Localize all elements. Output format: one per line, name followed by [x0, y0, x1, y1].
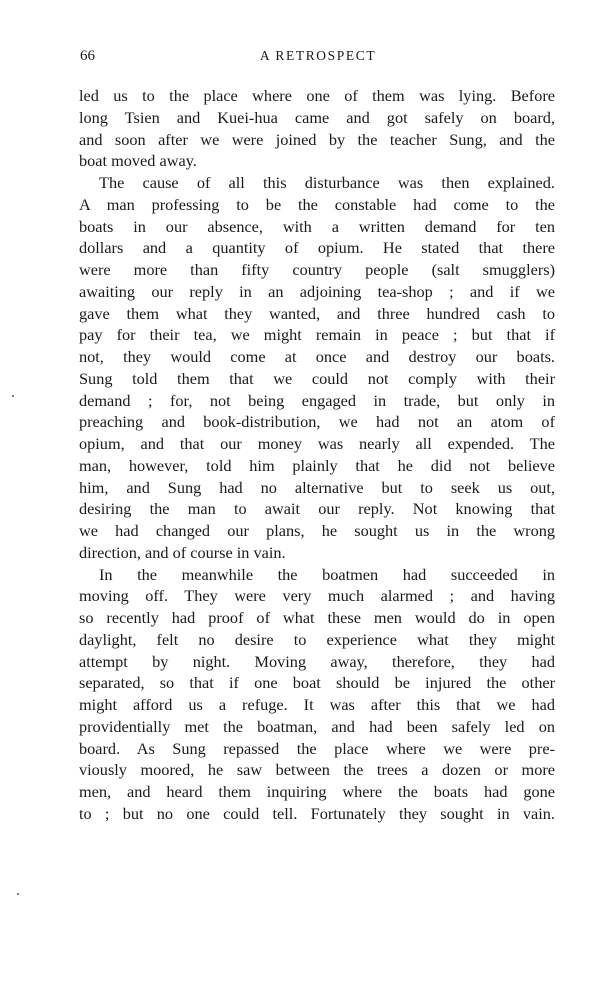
text-line: gave them what they wanted, and three hundred cash to: [79, 303, 555, 323]
scan-speck: [17, 893, 19, 895]
text-line: we had changed our plans, he sought us in the wrong: [79, 521, 555, 540]
text-line: him, and Sung had no alternative but to seek us out,: [79, 477, 555, 497]
text-line: men, and heard them inquiring where the boats had gone: [79, 782, 555, 801]
text-line: long Tsien and Kuei-hua came and got safely on board,: [79, 107, 555, 127]
text-line: demand ; for, not being engaged in trade, but only in: [79, 390, 555, 410]
text-line: might afford us a refuge. It was after this that we had: [79, 695, 555, 714]
text-line: providentially met the boatman, and had been safely led on: [79, 716, 555, 736]
text-line: led us to the place where one of them was lying. Before: [79, 86, 555, 105]
text-line: pay for their tea, we might remain in peace ; but that if: [79, 325, 555, 345]
text-line: preaching and book-distribution, we had not an atom of: [79, 412, 555, 432]
scan-speck: [12, 395, 14, 397]
running-head-title: A RETROSPECT: [259, 48, 377, 63]
running-head: [80, 48, 556, 72]
text-line: A man professing to be the constable had come to the: [79, 194, 555, 214]
text-line: direction, and of course in vain.: [79, 542, 286, 562]
text-line: boat moved away.: [79, 151, 197, 171]
text-line: Sung told them that we could not comply with their: [79, 368, 555, 388]
text-line: opium, and that our money was nearly all expended. The: [79, 434, 555, 453]
text-line: awaiting our reply in an adjoining tea-shop ; and if we: [79, 281, 555, 301]
text-line: dollars and a quantity of opium. He stated that there: [79, 238, 555, 258]
text-line: daylight, felt no desire to experience what they might: [79, 629, 555, 649]
paragraph-first-line: The cause of all this disturbance was then explained.: [99, 173, 555, 192]
text-line: man, however, told him plainly that he did not believe: [79, 455, 555, 475]
text-line: moving off. They were very much alarmed ; and having: [79, 586, 555, 606]
text-line: desiring the man to await our reply. Not knowing that: [79, 499, 555, 519]
text-line: so recently had proof of what these men would do in open: [79, 608, 555, 627]
text-line: separated, so that if one boat should be injured the other: [79, 673, 555, 693]
text-line: to ; but no one could tell. Fortunately they sought in vain.: [79, 803, 555, 823]
text-line: and soon after we were joined by the teacher Sung, and the: [79, 129, 555, 149]
text-line: boats in our absence, with a written demand for ten: [79, 216, 555, 236]
text-line: not, they would come at once and destroy our boats.: [79, 347, 555, 366]
page-number: 66: [80, 48, 95, 64]
paragraph-first-line: In the meanwhile the boatmen had succeeded in: [99, 564, 555, 584]
text-line: attempt by night. Moving away, therefore, they had: [79, 651, 555, 671]
body-text: [79, 85, 555, 825]
text-line: board. As Sung repassed the place where we were pre-: [79, 738, 555, 758]
text-line: were more than fifty country people (salt smugglers): [79, 260, 555, 279]
text-line: viously moored, he saw between the trees a dozen or more: [79, 760, 555, 780]
